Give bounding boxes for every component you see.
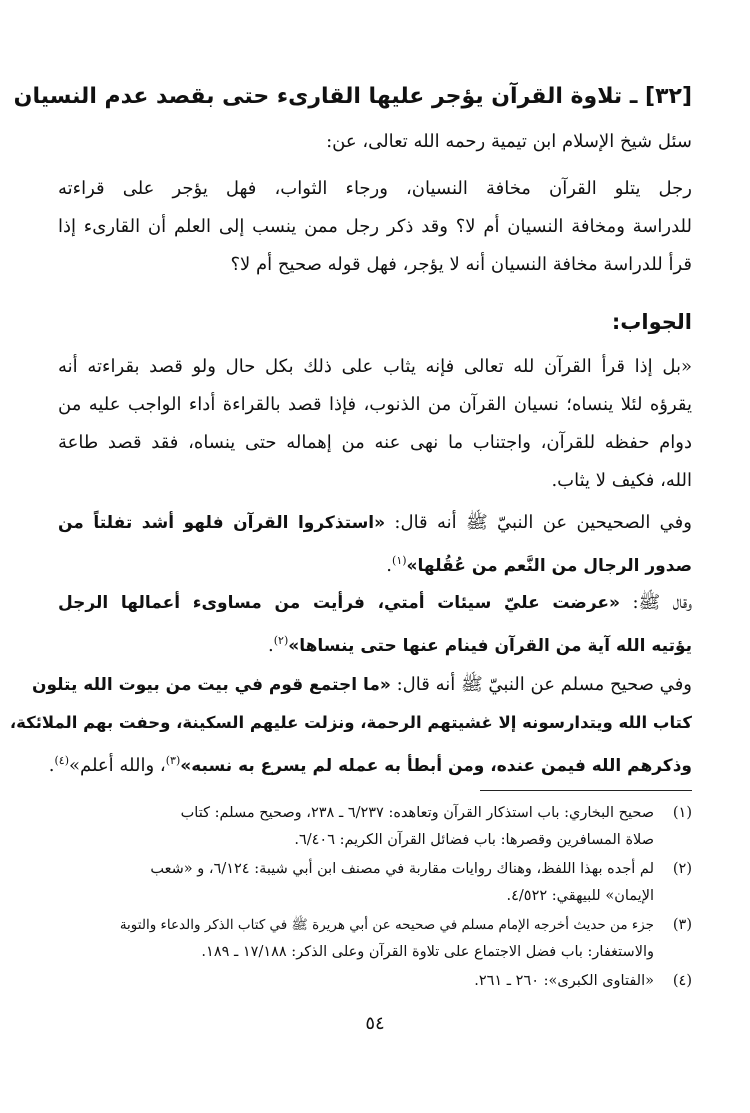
hadith-quote-text: «عرضت عليّ سيئات أمتي، فرأيت من مساوىء أعمالها الرجل bbox=[58, 593, 620, 613]
hadith-intro-text: وفي صحيح مسلم عن النبيّ ﷺ أنه قال: bbox=[390, 674, 692, 695]
answer-line: الله، فكيف لا يثاب. bbox=[551, 470, 692, 491]
footnote-text bbox=[58, 800, 654, 854]
footnote-line: والاستغفار: باب فضل الاجتماع على تلاوة القرآن وعلى الذكر: ١٧/١٨٨ ـ ١٨٩. bbox=[201, 944, 654, 960]
hadith-line bbox=[58, 622, 692, 665]
footnote-text bbox=[58, 856, 654, 910]
hadith-line bbox=[31, 666, 692, 704]
hadith-quote-text: وذكرهم الله فيمن عنده، ومن أبطأ به عمله لم يسرع به نسبه» bbox=[180, 756, 692, 776]
punctuation: . bbox=[386, 555, 393, 576]
hadith-line bbox=[48, 742, 692, 785]
answer-line: «بل إذا قرأ القرآن لله تعالى فإنه يثاب على ذلك بكل حال ولو قصد بقراءته أنه bbox=[58, 356, 692, 377]
answer-paragraph bbox=[58, 348, 692, 500]
footnote-divider bbox=[480, 790, 692, 791]
hadith-paragraph-3 bbox=[9, 666, 692, 785]
hadith-quote-text: صدور الرجال من النَّعم من عُقُلها» bbox=[406, 556, 692, 576]
hadith-quote-text: كتاب الله ويتدارسونه إلا غشيتهم الرحمة، ونزلت عليهم السكينة، وحفت بهم الملائكة، bbox=[9, 713, 692, 732]
question-line: للدراسة ومخافة النسيان أم لا؟ وقد ذكر رجل ممن ينسب إلى العلم أن القارىء إذا bbox=[58, 216, 692, 237]
hadith-quote-text: «ما اجتمع قوم في بيت من بيوت الله يتلون bbox=[31, 675, 391, 695]
footnote-line: جزء من حديث أخرجه الإمام مسلم في صحيحه عن أبي هريرة ﷺ في كتاب الذكر والدعاء والتوبة bbox=[119, 917, 654, 933]
footnote-text bbox=[58, 912, 654, 966]
footnotes bbox=[58, 800, 692, 997]
punctuation: . bbox=[48, 755, 55, 776]
hadith-line bbox=[58, 504, 692, 542]
footnote-line: «الفتاوى الكبرى»: ٢٦٠ ـ ٢٦١. bbox=[474, 973, 654, 989]
intro-line: سئل شيخ الإسلام ابن تيمية رحمه الله تعالى، عن: bbox=[326, 131, 692, 152]
footnote bbox=[58, 912, 692, 966]
footnote-number: (٤) bbox=[672, 973, 692, 989]
footnote bbox=[58, 968, 692, 995]
punctuation: . bbox=[268, 635, 274, 656]
hadith-paragraph-2 bbox=[58, 584, 692, 665]
footnote bbox=[58, 856, 692, 910]
section-title: [٣٢] ـ تلاوة القرآن يؤجر عليها القارىء حتى بقصد عدم النسيان bbox=[13, 84, 692, 109]
footnote-number: (١) bbox=[672, 805, 692, 821]
footnote-text bbox=[58, 968, 654, 995]
page-number: ٥٤ bbox=[365, 1013, 385, 1034]
hadith-intro-text: وقال ﷺ: bbox=[620, 592, 692, 613]
footnote-ref: (١) bbox=[392, 554, 407, 567]
footnote-line: صلاة المسافرين وقصرها: باب فضائل القرآن الكريم: ٦/٤٠٦. bbox=[294, 832, 654, 848]
answer-line: يقرؤه لئلا ينساه؛ نسيان القرآن من الذنوب، فإذا قصد بالقراءة أداء الواجب عليه من bbox=[58, 394, 692, 415]
footnote-ref: (٤) bbox=[54, 754, 69, 767]
answer-line: دوام حفظه للقرآن، واجتناب ما نهى عنه من إهماله حتى ينساه، فقد قصد طاعة bbox=[58, 432, 692, 453]
footnote-line: صحيح البخاري: باب استذكار القرآن وتعاهده: ٦/٢٣٧ ـ ٢٣٨، وصحيح مسلم: كتاب bbox=[180, 805, 654, 821]
footnote-ref: (٣) bbox=[165, 754, 181, 767]
hadith-intro-text: وفي الصحيحين عن النبيّ ﷺ أنه قال: bbox=[385, 512, 692, 533]
footnote-number: (٢) bbox=[672, 861, 692, 877]
hadith-line bbox=[58, 542, 692, 585]
question-paragraph bbox=[58, 170, 692, 284]
hadith-quote-text: يؤتيه الله آية من القرآن فينام عنها حتى ينساها» bbox=[288, 636, 692, 656]
answer-heading: الجواب: bbox=[611, 310, 692, 334]
question-line: قرأ للدراسة مخافة النسيان أنه لا يؤجر، فهل قوله صحيح أم لا؟ bbox=[230, 254, 692, 275]
footnote bbox=[58, 800, 692, 854]
footnote-number: (٣) bbox=[672, 917, 692, 933]
footnote-line: الإيمان» للبيهقي: ٤/٥٢٢. bbox=[506, 888, 654, 904]
hadith-paragraph-1 bbox=[58, 504, 692, 585]
footnote-ref: (٢) bbox=[273, 634, 289, 647]
question-line: رجل يتلو القرآن مخافة النسيان، ورجاء الثواب، فهل يؤجر على قراءته bbox=[58, 178, 692, 199]
footnote-line: لم أجده بهذا اللفظ، وهناك روايات مقاربة في مصنف ابن أبي شيبة: ٦/١٢٤، و «شعب bbox=[150, 861, 654, 877]
hadith-quote-text: «استذكروا القرآن فلهو أشد تفلتاً من bbox=[58, 513, 386, 533]
hadith-line bbox=[58, 584, 692, 622]
closing-text: ، والله أعلم» bbox=[68, 755, 166, 776]
